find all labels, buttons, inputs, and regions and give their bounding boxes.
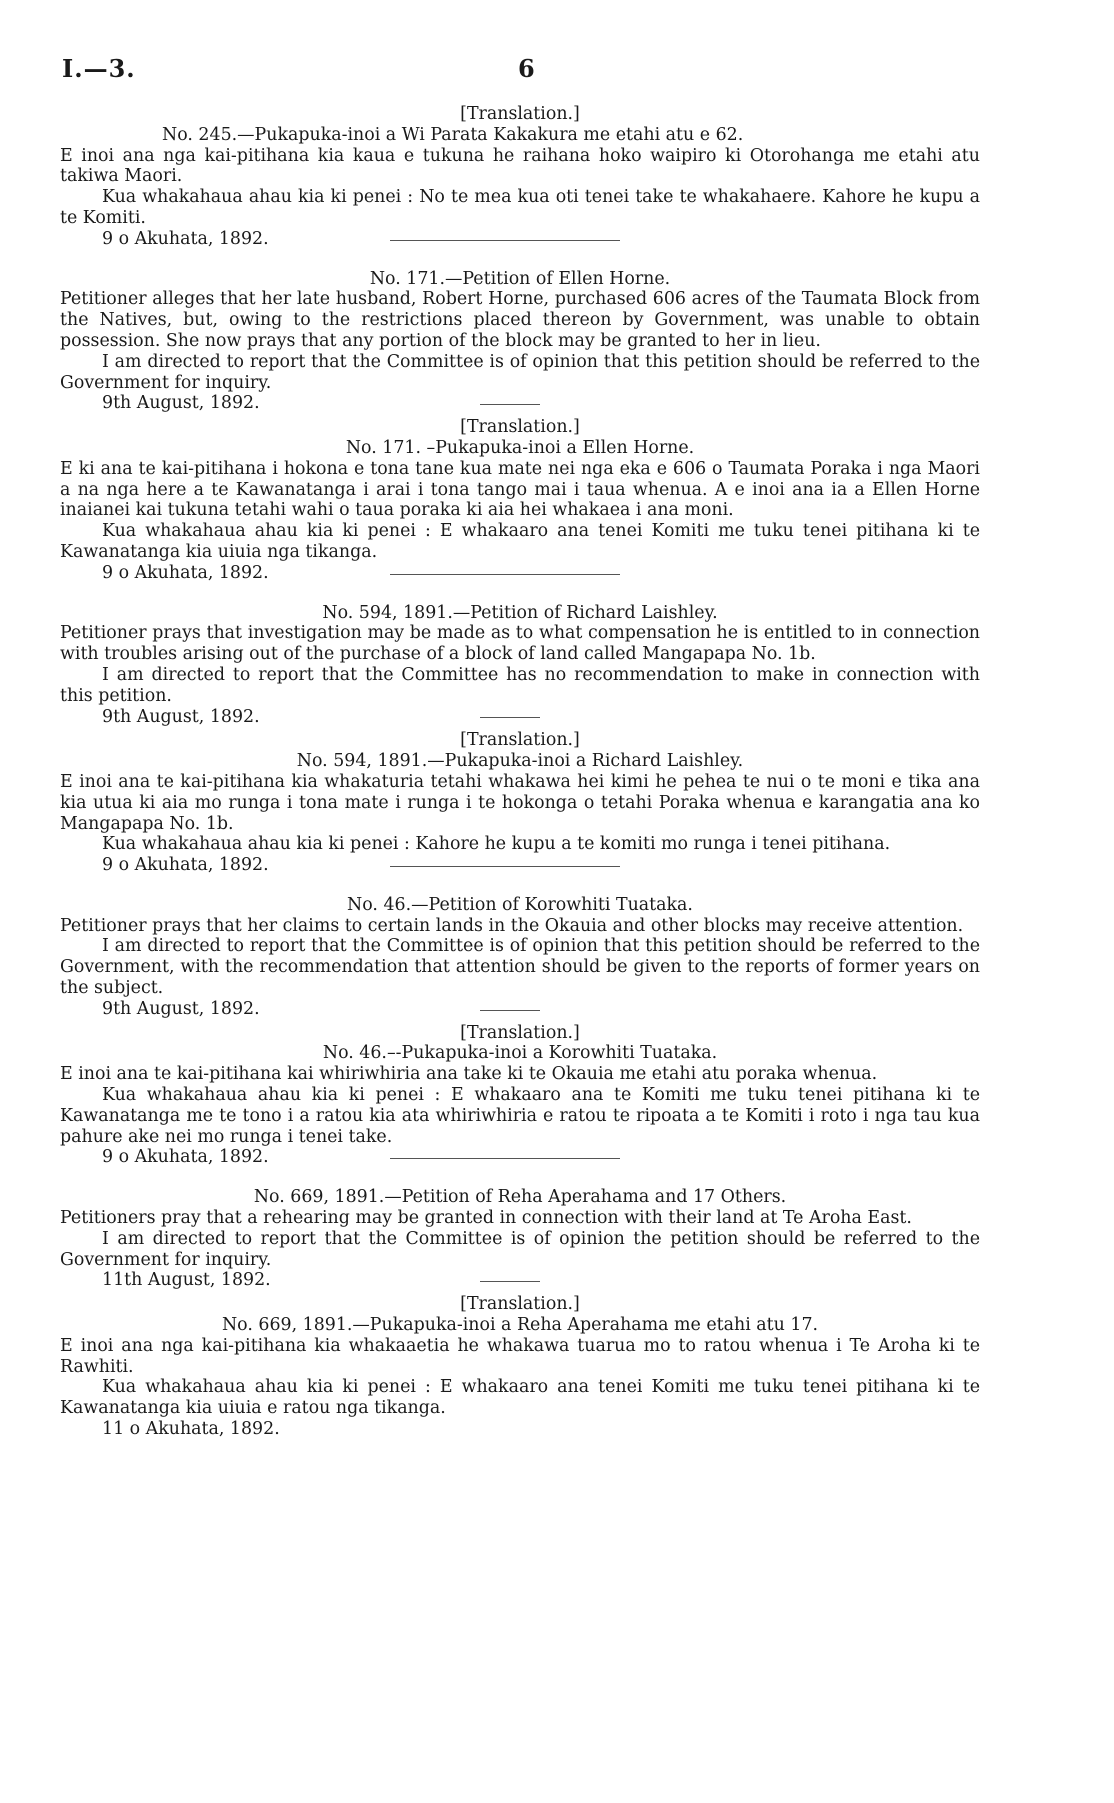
paragraph: Kua whakahaua ahau kia ki penei : E whakaaro ana tenei Komiti me tuku tenei pitihana ki te Kawanatanga kia uiuia e ratou nga tikanga. [60,1377,980,1419]
section-heading: No. 46.–-Pukapuka-inoi a Korowhiti Tuataka. [322,1043,718,1064]
divider [390,866,620,867]
paragraph: Petitioners pray that a rehearing may be granted in connection with their land at Te Aroha East. [60,1208,912,1229]
translation-label: [Translation.] [460,104,580,124]
section-46-translation [60,1022,980,1168]
paragraph: E inoi ana nga kai-pitihana kia whakaaetia he whakawa tuarua mo to ratou whenua i Te Aroha ki te Rawhiti. [60,1335,980,1377]
paragraph: I am directed to report that the Committee is of opinion that this petition should be referred to the Government, with the recommendation that attention should be given to the reports of former years on the subject. [60,936,980,999]
paragraph: Kua whakahaua ahau kia ki penei : E whakaaro ana te Komiti me tuku tenei pitihana ki te Kawanatanga me te tono i a ratou kia ata whiriwhiria e ratou te ripoata a te Komiti i roto i nga tau kua pahure ake nei mo runga i tenei take. [60,1085,980,1147]
section-245-translation [60,104,980,249]
divider [390,240,620,241]
divider [480,717,540,718]
paragraph: Kua whakahaua ahau kia ki penei : No te mea kua oti tenei take te whakahaere. Kahore he kupu a te Komiti. [60,187,980,228]
paragraph: E ki ana te kai-pitihana i hokona e tona tane kua mate nei nga eka e 606 o Taumata Poraka i nga Maori a na nga here a te Kawanatanga i arai i tona tango mai i taua whenua. A e inoi ana ia a Ellen Horne inaianei kai tukuna tetahi wahi o taua poraka ki aia hei whakaea i ana moni. [60,458,980,521]
translation-label: [Translation.] [460,730,580,751]
section-date: 9th August, 1892. [102,393,260,414]
paragraph: Petitioner alleges that her late husband, Robert Horne, purchased 606 acres of the Taumata Block from the Natives, but, owing to the restrictions placed thereon by Government, was unable to obtain possession. She now prays that any portion of the block may be granted to her in lieu. [60,289,980,351]
section-date: 9th August, 1892. [102,706,260,727]
paragraph: Kua whakahaua ahau kia ki penei : Kahore he kupu a te komiti mo runga i tenei pitihana. [102,834,891,855]
paragraph: Petitioner prays that investigation may be made as to what compensation he is entitled to in connection with troubles arising out of the purchase of a block of land called Mangapapa No. 1b. [60,623,980,665]
section-heading: No. 171.—Petition of Ellen Horne. [369,268,671,289]
paragraph: E inoi ana te kai-pitihana kia whakaturia tetahi whakawa hei kimi he pehea te nui o te moni e tika ana kia utua ki aia mo runga i tona mate i runga i te hokonga o tetahi Poraka whenua e karangatia ana ko Mangapapa No. 1b. [60,771,980,834]
paragraph: Petitioner prays that her claims to certain lands in the Okauia and other blocks may receive attention. [60,915,964,936]
section-171-translation [60,417,980,583]
section-date: 9 o Akuhata, 1892. [102,228,269,249]
section-669-translation [60,1294,980,1440]
divider [480,1281,540,1282]
section-date: 11 o Akuhata, 1892. [102,1419,280,1440]
section-heading: No. 171. –Pukapuka-inoi a Ellen Horne. [345,437,695,458]
section-date: 9th August, 1892. [102,998,260,1019]
section-date: 11th August, 1892. [102,1270,271,1291]
section-heading: No. 594, 1891.—Petition of Richard Laishley. [322,602,718,623]
section-heading: No. 46.—Petition of Korowhiti Tuataka. [347,894,693,915]
divider [480,1010,540,1011]
paragraph: I am directed to report that the Committee has no recommendation to make in connection with this petition. [60,664,980,706]
section-date: 9 o Akuhata, 1892. [102,855,269,876]
section-heading: No. 669, 1891.—Pukapuka-inoi a Reha Aperahama me etahi atu 17. [221,1315,819,1336]
section-46-petition [60,894,980,1019]
page-number: 6 [518,54,535,83]
paragraph: E inoi ana te kai-pitihana kai whiriwhiria ana take ki te Okauia me etahi atu poraka whenua. [60,1064,878,1085]
section-594-petition [60,602,980,727]
section-heading: No. 669, 1891.—Petition of Reha Aperahama and 17 Others. [253,1187,787,1208]
divider [390,1158,620,1159]
section-date: 9 o Akuhata, 1892. [102,1147,269,1168]
document-body [60,104,980,1440]
section-594-translation [60,730,980,876]
document-reference: I.—3. [62,54,136,83]
section-date: 9 o Akuhata, 1892. [102,562,269,583]
paragraph: E inoi ana nga kai-pitihana kia kaua e tukuna he raihana hoko waipiro ki Otorohanga me etahi atu takiwa Maori. [60,145,980,187]
divider [480,404,540,405]
paragraph: I am directed to report that the Committee is of opinion the petition should be referred to the Government for inquiry. [60,1228,980,1270]
divider [390,574,620,575]
section-heading: No. 245.—Pukapuka-inoi a Wi Parata Kakakura me etahi atu e 62. [162,124,744,145]
paragraph: Kua whakahaua ahau kia ki penei : E whakaaro ana tenei Komiti me tuku tenei pitihana ki te Kawanatanga kia uiuia nga tikanga. [60,521,980,562]
translation-label: [Translation.] [460,1022,580,1043]
section-669-petition [60,1187,980,1291]
section-heading: No. 594, 1891.—Pukapuka-inoi a Richard Laishley. [296,751,744,772]
translation-label: [Translation.] [460,1294,580,1315]
section-171-petition [60,268,980,414]
translation-label: [Translation.] [460,417,580,438]
paragraph: I am directed to report that the Committee is of opinion that this petition should be referred to the Government for inquiry. [60,351,980,393]
